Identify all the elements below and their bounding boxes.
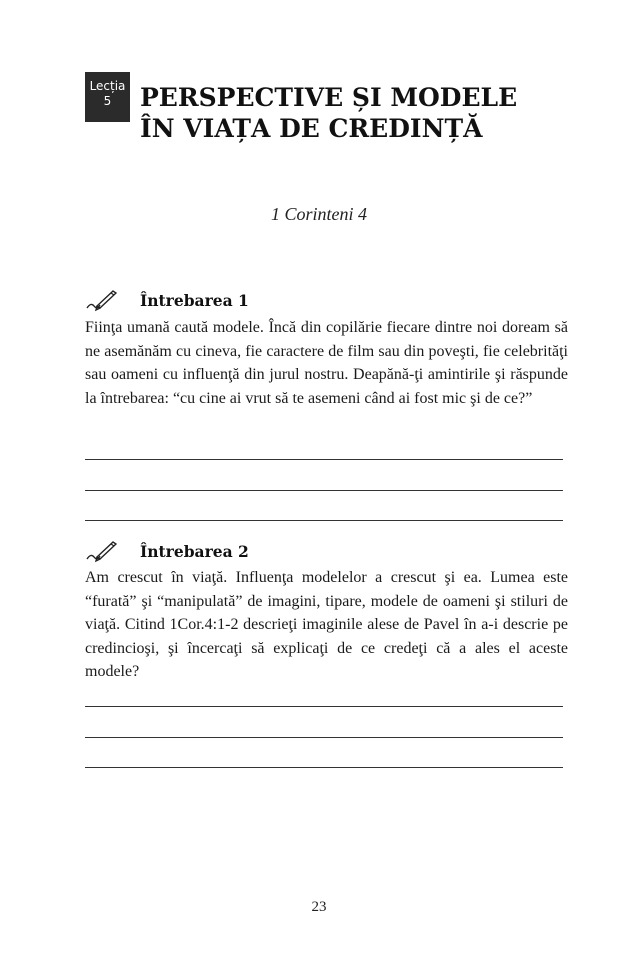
- question-2-text: Am crescut în viaţă. Influenţa modelelor a crescut şi ea. Lumea este “furată” şi “manipulată” de imagini, tipare, modele de oameni şi stiluri de viaţă. Citind 1Cor.4:1-2 descrieţi imaginile alese de Pavel în a-i descrie pe credincioşi, şi încercaţi să explicaţi de ce credeţi că a ales el aceste modele?: [85, 569, 568, 680]
- question-1-text: Fiinţa umană caută modele. Încă din copilărie fiecare dintre noi doream să ne asemănăm cu cineva, fie caractere de film sau din poveşti, fie celebrităţi sau oameni cu influenţă din jurul nostru. Deapănă-ţi amintirile şi răspunde la întrebarea: “cu cine ai vrut să te asemeni când ai fost mic şi de ce?”: [85, 319, 568, 407]
- lesson-title-line-1: PERSPECTIVE ȘI MODELE: [140, 83, 518, 112]
- lesson-title: [140, 82, 580, 144]
- lesson-badge: [85, 72, 130, 122]
- lesson-label: Lecția: [89, 79, 126, 93]
- answer-line-q2-1[interactable]: [85, 706, 563, 707]
- pen-writing-icon: [85, 539, 117, 563]
- answer-line-q2-3[interactable]: [85, 767, 563, 768]
- answer-line-q2-2[interactable]: [85, 737, 563, 738]
- lesson-number: 5: [103, 94, 112, 108]
- question-1-title: Întrebarea 1: [140, 290, 249, 310]
- page-number: 23: [311, 899, 327, 915]
- pen-writing-icon: [85, 288, 117, 312]
- answer-line-q1-1[interactable]: [85, 459, 563, 460]
- question-1-heading: [85, 287, 285, 313]
- scripture-reference: 1 Corinteni 4: [270, 204, 367, 224]
- question-2-heading: [85, 538, 285, 564]
- answer-line-q1-3[interactable]: [85, 520, 563, 521]
- question-2-title: Întrebarea 2: [140, 541, 249, 561]
- lesson-title-line-2: ÎN VIAȚA DE CREDINȚĂ: [140, 114, 483, 143]
- answer-line-q1-2[interactable]: [85, 490, 563, 491]
